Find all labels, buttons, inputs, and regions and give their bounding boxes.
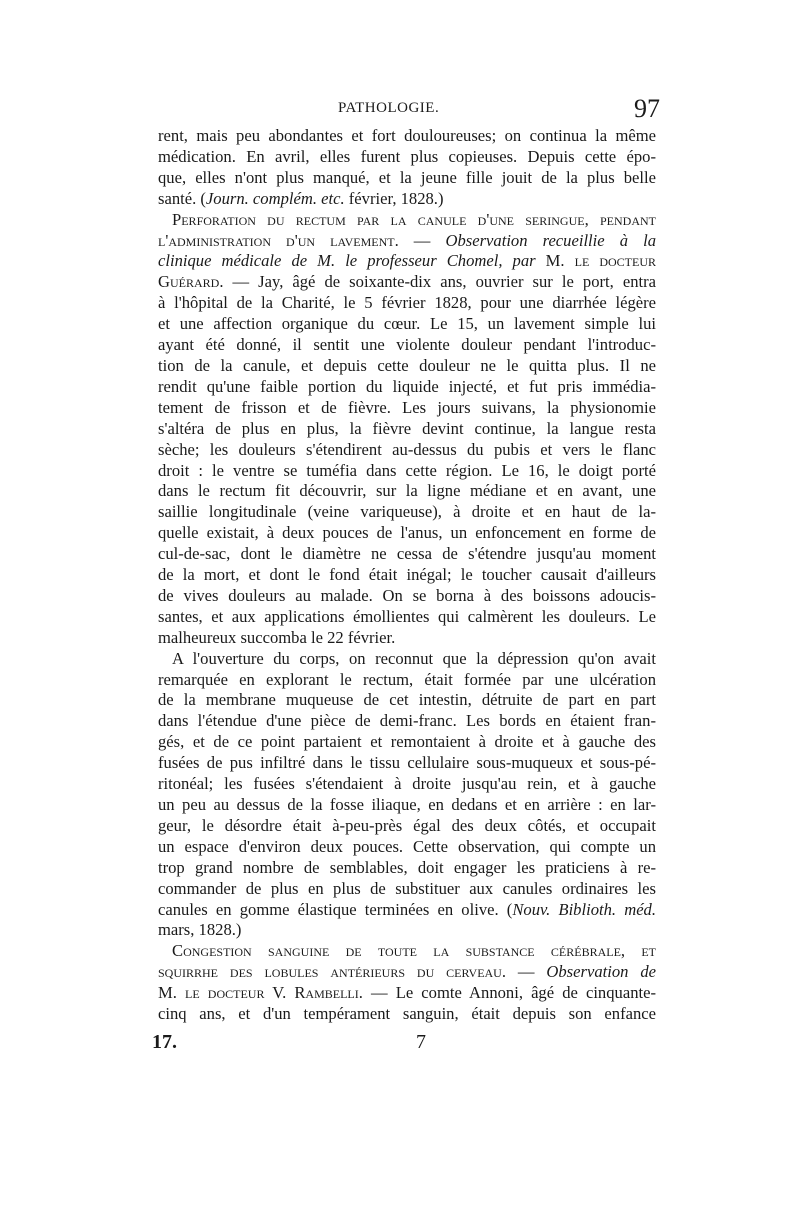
text-line: et une affection organique du cœur. Le 15, un lavement simple lui [158, 314, 656, 334]
text-line: un peu au dessus de la fosse iliaque, en dedans et en arrière : en lar- [158, 795, 656, 814]
citation: Journ. complém. etc. [205, 188, 345, 208]
running-title: PATHOLOGIE. [338, 100, 440, 116]
text-line: l'administration d'un lavement. — Observation recueillie à la [158, 230, 657, 250]
text-line: rendit qu'une faible portion du liquide injecté, et fut pris immédia- [158, 376, 656, 396]
text-line: commander de plus en plus de substituer aux canules ordinaires les [158, 878, 656, 898]
text-line: santes, et aux applications émollientes qui calmèrent les douleurs. Le [158, 606, 656, 626]
text-line: Guérard. — Jay, âgé de soixante-dix ans, ouvrier sur le port, entra [158, 272, 656, 292]
text-line: dans l'étendue d'une pièce de demi-franc. Les bords en étaient fran- [158, 711, 656, 731]
running-head [158, 94, 660, 126]
page-footer [152, 1030, 656, 1061]
text-line: remarquée en explorant le rectum, était formée par une ulcération [158, 669, 656, 689]
article-heading: Congestion sanguine de toute la substance cérébrale, et [172, 941, 656, 961]
article-heading: Perforation du rectum par la canule d'une seringue, pendant [172, 209, 656, 229]
text-line: gés, et de ce point partaient et remontaient à droite et à gauche des [158, 732, 656, 752]
text-line: geur, le désordre était à-peu-près égal des deux côtés, et occupait [158, 815, 656, 835]
text-line: à l'hôpital de la Charité, le 5 février 1828, pour une diarrhée légère [158, 293, 656, 313]
text-line: de vives douleurs au malade. On se borna à des boissons adoucis- [158, 585, 656, 605]
text-line: canules en gomme élastique terminées en olive. (Nouv. Biblioth. méd. [158, 899, 657, 919]
text-line: malheureux succomba le 22 février. [158, 627, 396, 647]
page-number: 97 [634, 94, 660, 123]
text-line: un espace d'environ deux pouces. Cette observation, qui compte un [158, 836, 656, 856]
text-line: trop grand nombre de semblables, doit engager les praticiens à re- [158, 857, 656, 877]
body-text [158, 126, 656, 1025]
text-line: que, elles n'ont plus manqué, et la jeune fille jouit de la plus belle [158, 167, 656, 187]
text-line: de la mort, et dont le fond était inégal; le toucher causait d'ailleurs [158, 565, 656, 585]
text-line: rent, mais peu abondantes et fort douloureuses; on continua la même [158, 126, 656, 145]
signature-mark: 17. [152, 1030, 177, 1053]
sheet-number: 7 [416, 1030, 426, 1053]
text-line: cinq ans, et d'un tempérament sanguin, était depuis son enfance [158, 1004, 656, 1024]
text-line: médication. En avril, elles furent plus copieuses. Depuis cette épo- [158, 146, 656, 166]
text-line: mars, 1828.) [158, 920, 242, 940]
citation: Nouv. Biblioth. méd. [512, 899, 657, 919]
text-line: quelle existait, à deux pouces de l'anus, un enfoncement en forme de [158, 523, 656, 543]
text-line: droit : le ventre se tuméfia dans cette région. Le 16, le doigt porté [158, 460, 656, 480]
text-line: M. le docteur V. Rambelli. — Le comte Annoni, âgé de cinquante- [158, 983, 656, 1003]
text-line: saillie longitudinale (veine variqueuse), à droite et en haut de la- [158, 502, 656, 522]
text-line: ritonéal; les fusées s'étendaient à droite jusqu'au rein, et à gauche [158, 774, 656, 794]
text-line: squirrhe des lobules antérieurs du cerveau. — Observation de [158, 962, 656, 982]
book-page [152, 94, 660, 1061]
text-line: dans le rectum fit découvrir, sur la ligne médiane et en avant, une [158, 481, 656, 501]
text-line: tement de frisson et de fièvre. Les jours suivans, la physionomie [158, 397, 656, 417]
text-line: de la membrane muqueuse de cet intestin, détruite de part en part [158, 690, 656, 710]
text-line: s'altéra de plus en plus, la fièvre devint continue, la langue resta [158, 418, 656, 438]
text-line: tion de la canule, et depuis cette douleur ne le quitta plus. Il ne [158, 355, 656, 375]
text-line: santé. (Journ. complém. etc. février, 1828.) [158, 188, 444, 208]
text-line: ayant été donné, il sentit une violente douleur pendant l'introduc- [158, 335, 656, 355]
text-line: fusées de pus infiltré dans le tissu cellulaire sous-muqueux et sous-pé- [158, 753, 656, 773]
text-line: clinique médicale de M. le professeur Chomel, par M. le docteur [158, 251, 656, 271]
text-line: cul-de-sac, dont le diamètre ne cessa de s'étendre jusqu'au moment [158, 544, 656, 564]
text-line: sèche; les douleurs s'étendirent au-dessus du pubis et vers le flanc [158, 439, 656, 459]
text-line: A l'ouverture du corps, on reconnut que la dépression qu'on avait [172, 648, 656, 668]
